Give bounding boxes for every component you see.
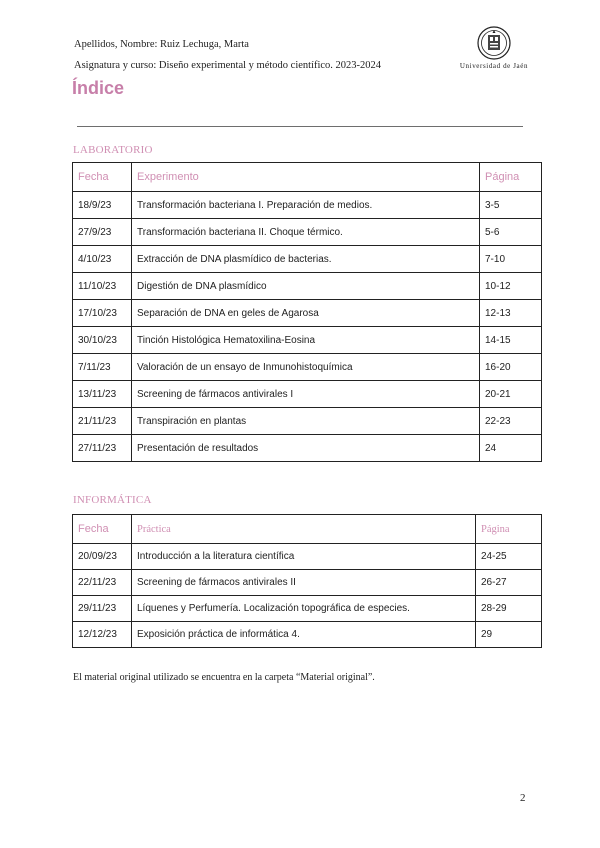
table-row bbox=[73, 596, 542, 622]
column-header-pagina: Página bbox=[476, 515, 542, 544]
pagina-cell: 10-12 bbox=[480, 273, 542, 300]
table-row bbox=[73, 354, 542, 381]
fecha-cell: 29/11/23 bbox=[73, 596, 132, 622]
table-row bbox=[73, 327, 542, 354]
experimento-cell: Valoración de un ensayo de Inmunohistoquímica bbox=[132, 354, 480, 381]
pagina-cell: 12-13 bbox=[480, 300, 542, 327]
fecha-cell: 27/9/23 bbox=[73, 219, 132, 246]
pagina-cell: 26-27 bbox=[476, 570, 542, 596]
fecha-cell: 7/11/23 bbox=[73, 354, 132, 381]
fecha-cell: 12/12/23 bbox=[73, 622, 132, 648]
table-row bbox=[73, 570, 542, 596]
table-row bbox=[73, 622, 542, 648]
column-header-practica: Práctica bbox=[132, 515, 476, 544]
experimento-cell: Separación de DNA en geles de Agarosa bbox=[132, 300, 480, 327]
table-row bbox=[73, 192, 542, 219]
fecha-cell: 20/09/23 bbox=[73, 544, 132, 570]
practica-cell: Exposición práctica de informática 4. bbox=[132, 622, 476, 648]
table-row bbox=[73, 219, 542, 246]
laboratorio-table bbox=[72, 162, 542, 462]
university-seal-icon bbox=[477, 26, 511, 60]
subject-course-line: Asignatura y curso: Diseño experimental y método científico. 2023-2024 bbox=[74, 60, 382, 71]
practica-cell: Introducción a la literatura científica bbox=[132, 544, 476, 570]
fecha-cell: 27/11/23 bbox=[73, 435, 132, 462]
fecha-cell: 21/11/23 bbox=[73, 408, 132, 435]
informatica-table bbox=[72, 514, 542, 648]
column-header-pagina: Página bbox=[480, 163, 542, 192]
table-row bbox=[73, 408, 542, 435]
experimento-cell: Transformación bacteriana I. Preparación de medios. bbox=[132, 192, 480, 219]
pagina-cell: 29 bbox=[476, 622, 542, 648]
author-name-line: Apellidos, Nombre: Ruiz Lechuga, Marta bbox=[74, 39, 249, 50]
pagina-cell: 24-25 bbox=[476, 544, 542, 570]
experimento-cell: Presentación de resultados bbox=[132, 435, 480, 462]
informatica-section-title: INFORMÁTICA bbox=[73, 494, 152, 506]
table-row bbox=[73, 273, 542, 300]
column-header-fecha: Fecha bbox=[73, 163, 132, 192]
title-divider bbox=[77, 126, 523, 127]
page-number: 2 bbox=[520, 792, 526, 804]
pagina-cell: 5-6 bbox=[480, 219, 542, 246]
pagina-cell: 20-21 bbox=[480, 381, 542, 408]
pagina-cell: 28-29 bbox=[476, 596, 542, 622]
fecha-cell: 4/10/23 bbox=[73, 246, 132, 273]
table-row bbox=[73, 246, 542, 273]
experimento-cell: Digestión de DNA plasmídico bbox=[132, 273, 480, 300]
pagina-cell: 22-23 bbox=[480, 408, 542, 435]
pagina-cell: 7-10 bbox=[480, 246, 542, 273]
table-row bbox=[73, 435, 542, 462]
practica-cell: Screening de fármacos antivirales II bbox=[132, 570, 476, 596]
university-name: Universidad de Jaén bbox=[459, 62, 529, 70]
page-title: Índice bbox=[72, 78, 125, 98]
experimento-cell: Transpiración en plantas bbox=[132, 408, 480, 435]
column-header-fecha: Fecha bbox=[73, 515, 132, 544]
fecha-cell: 30/10/23 bbox=[73, 327, 132, 354]
pagina-cell: 16-20 bbox=[480, 354, 542, 381]
pagina-cell: 24 bbox=[480, 435, 542, 462]
experimento-cell: Extracción de DNA plasmídico de bacterias. bbox=[132, 246, 480, 273]
fecha-cell: 18/9/23 bbox=[73, 192, 132, 219]
experimento-cell: Tinción Histológica Hematoxilina-Eosina bbox=[132, 327, 480, 354]
university-logo bbox=[456, 26, 532, 70]
table-row bbox=[73, 544, 542, 570]
fecha-cell: 13/11/23 bbox=[73, 381, 132, 408]
laboratorio-section-title: LABORATORIO bbox=[73, 144, 153, 156]
experimento-cell: Screening de fármacos antivirales I bbox=[132, 381, 480, 408]
table-header-row bbox=[73, 515, 542, 544]
table-row bbox=[73, 381, 542, 408]
pagina-cell: 14-15 bbox=[480, 327, 542, 354]
fecha-cell: 17/10/23 bbox=[73, 300, 132, 327]
material-note: El material original utilizado se encuentra en la carpeta “Material original”. bbox=[73, 672, 375, 683]
practica-cell: Líquenes y Perfumería. Localización topográfica de especies. bbox=[132, 596, 476, 622]
fecha-cell: 11/10/23 bbox=[73, 273, 132, 300]
experimento-cell: Transformación bacteriana II. Choque térmico. bbox=[132, 219, 480, 246]
column-header-experimento: Experimento bbox=[132, 163, 480, 192]
pagina-cell: 3-5 bbox=[480, 192, 542, 219]
fecha-cell: 22/11/23 bbox=[73, 570, 132, 596]
table-header-row bbox=[73, 163, 542, 192]
table-row bbox=[73, 300, 542, 327]
